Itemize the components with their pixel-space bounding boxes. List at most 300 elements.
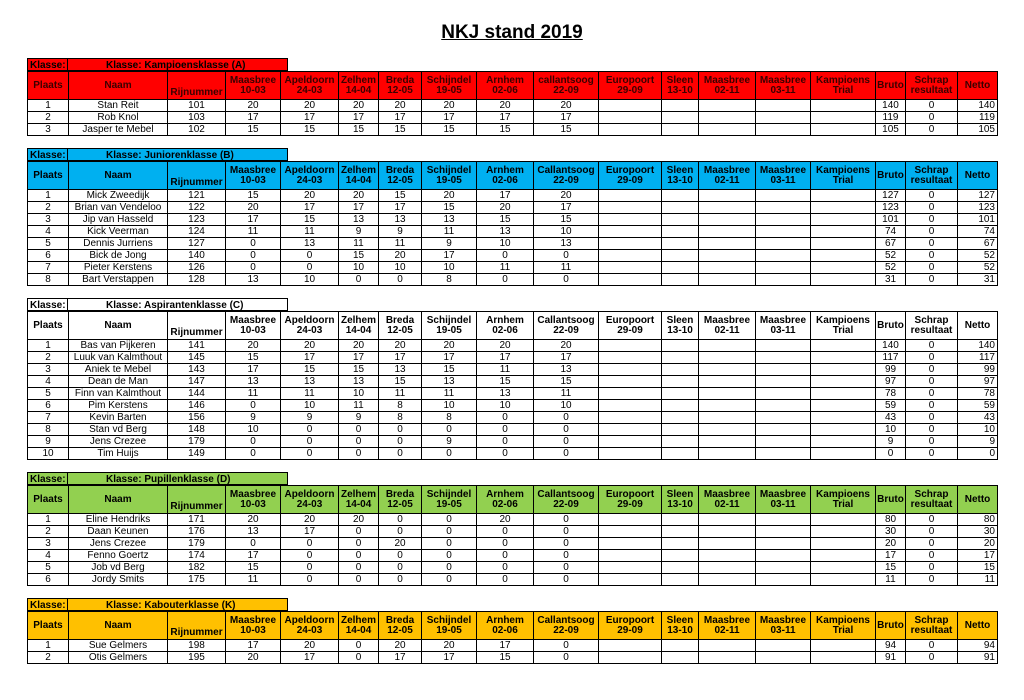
- header-race: [477, 162, 534, 190]
- race-date: 24-03: [296, 174, 323, 186]
- table-cell: [811, 214, 876, 226]
- table-cell: [662, 640, 699, 652]
- table-cell: [662, 412, 699, 424]
- rider-name: Pim Kerstens: [69, 400, 168, 412]
- table-cell: 91: [876, 652, 906, 664]
- class-label: [27, 598, 288, 611]
- table-cell: [811, 250, 876, 262]
- table-cell: [756, 226, 811, 238]
- table-cell: 8: [28, 274, 69, 286]
- table-cell: 198: [168, 640, 226, 652]
- table-cell: 74: [958, 226, 998, 238]
- table-cell: 0: [339, 574, 379, 586]
- table-cell: 0: [906, 436, 958, 448]
- table-row: [28, 262, 998, 274]
- rider-name: Otis Gelmers: [69, 652, 168, 664]
- table-cell: 0: [477, 562, 534, 574]
- table-cell: 0: [906, 574, 958, 586]
- race-name: Arnhem: [486, 614, 524, 626]
- race-name: Europoort: [605, 164, 655, 176]
- table-cell: 141: [168, 340, 226, 352]
- table-cell: 17: [339, 202, 379, 214]
- table-cell: [699, 400, 756, 412]
- table-cell: 17: [422, 250, 477, 262]
- table-cell: 9: [226, 412, 281, 424]
- table-row: [28, 274, 998, 286]
- table-cell: 0: [281, 550, 339, 562]
- table-cell: 78: [876, 388, 906, 400]
- race-date: 12-05: [387, 84, 413, 96]
- table-cell: 17: [226, 364, 281, 376]
- table-cell: [811, 538, 876, 550]
- table-cell: [811, 388, 876, 400]
- race-name: Maasbree: [759, 314, 807, 326]
- table-cell: 9: [958, 436, 998, 448]
- schrap-line: resultaat: [910, 624, 953, 636]
- table-cell: 94: [876, 640, 906, 652]
- table-row: [28, 640, 998, 652]
- rider-name: Stan vd Berg: [69, 424, 168, 436]
- table-cell: 9: [422, 238, 477, 250]
- table-cell: 2: [28, 202, 69, 214]
- race-date: 13-10: [667, 498, 693, 510]
- header-race: [534, 312, 599, 340]
- table-cell: 20: [477, 340, 534, 352]
- table-cell: [599, 190, 662, 202]
- table-cell: [699, 550, 756, 562]
- table-cell: 0: [226, 250, 281, 262]
- table-cell: 0: [379, 436, 422, 448]
- header-race: [422, 162, 477, 190]
- rider-name: Jordy Smits: [69, 574, 168, 586]
- table-cell: 0: [534, 448, 599, 460]
- table-cell: 0: [339, 640, 379, 652]
- table-cell: 20: [379, 340, 422, 352]
- race-name: Europoort: [605, 314, 655, 326]
- table-cell: 13: [379, 364, 422, 376]
- table-row: [28, 214, 998, 226]
- table-cell: 11: [477, 262, 534, 274]
- table-cell: 9: [422, 436, 477, 448]
- table-cell: 0: [379, 550, 422, 562]
- table-cell: 0: [226, 262, 281, 274]
- table-cell: 0: [534, 574, 599, 586]
- table-cell: [599, 364, 662, 376]
- table-cell: 15: [281, 124, 339, 136]
- table-cell: 140: [958, 340, 998, 352]
- table-cell: 15: [281, 214, 339, 226]
- table-cell: 97: [876, 376, 906, 388]
- header-bruto: Bruto: [876, 612, 906, 640]
- table-cell: 0: [339, 538, 379, 550]
- header-race: [226, 612, 281, 640]
- header-race: [534, 162, 599, 190]
- table-cell: [811, 376, 876, 388]
- race-date: 22-09: [553, 174, 579, 186]
- header-rijnummer: Rijnummer: [168, 312, 226, 340]
- header-race: [756, 72, 811, 100]
- table-cell: [599, 538, 662, 550]
- table-cell: 1: [28, 640, 69, 652]
- rider-name: Sue Gelmers: [69, 640, 168, 652]
- table-row: [28, 550, 998, 562]
- table-cell: [599, 388, 662, 400]
- table-cell: 13: [379, 214, 422, 226]
- table-cell: 140: [958, 100, 998, 112]
- rider-name: Jens Crezee: [69, 436, 168, 448]
- table-cell: 101: [168, 100, 226, 112]
- race-name: Schijndel: [426, 74, 472, 86]
- header-race: [339, 486, 379, 514]
- table-cell: [699, 340, 756, 352]
- table-cell: 8: [422, 412, 477, 424]
- table-cell: [756, 412, 811, 424]
- table-cell: 123: [168, 214, 226, 226]
- header-race: [811, 72, 876, 100]
- table-cell: 10: [422, 262, 477, 274]
- table-cell: 20: [876, 538, 906, 550]
- table-cell: 1: [28, 514, 69, 526]
- table-cell: 31: [876, 274, 906, 286]
- race-name: Maasbree: [229, 488, 277, 500]
- table-cell: 52: [876, 262, 906, 274]
- header-race: [811, 486, 876, 514]
- race-name: Callantsoog: [537, 614, 595, 626]
- table-cell: 17: [281, 202, 339, 214]
- table-cell: [599, 526, 662, 538]
- table-cell: [811, 448, 876, 460]
- table-cell: 11: [534, 262, 599, 274]
- header-naam: Naam: [69, 486, 168, 514]
- table-cell: 0: [339, 562, 379, 574]
- table-cell: [756, 190, 811, 202]
- table-cell: [662, 352, 699, 364]
- race-date: 24-03: [296, 498, 323, 510]
- table-cell: 1: [28, 340, 69, 352]
- race-date: 03-11: [770, 498, 796, 510]
- class-name: Klasse: Juniorenklasse (B): [68, 148, 288, 161]
- table-cell: 119: [958, 112, 998, 124]
- table-cell: [699, 526, 756, 538]
- table-cell: 10: [958, 424, 998, 436]
- race-name: Maasbree: [229, 314, 277, 326]
- race-name: Kampioens: [816, 164, 870, 176]
- table-cell: 20: [534, 190, 599, 202]
- table-cell: [599, 226, 662, 238]
- table-cell: 0: [906, 538, 958, 550]
- header-schrap: [906, 486, 958, 514]
- table-row: [28, 238, 998, 250]
- table-cell: [756, 124, 811, 136]
- table-cell: [599, 640, 662, 652]
- rider-name: Bart Verstappen: [69, 274, 168, 286]
- rider-name: Luuk van Kalmthout: [69, 352, 168, 364]
- table-cell: 0: [534, 436, 599, 448]
- rider-name: Tim Huijs: [69, 448, 168, 460]
- table-cell: 0: [906, 352, 958, 364]
- header-race: [662, 312, 699, 340]
- table-cell: 0: [379, 526, 422, 538]
- table-cell: 13: [281, 376, 339, 388]
- rider-name: Brian van Vendeloo: [69, 202, 168, 214]
- race-name: Apeldoorn: [284, 314, 335, 326]
- header-race: [599, 72, 662, 100]
- table-cell: 101: [958, 214, 998, 226]
- table-cell: 1: [28, 190, 69, 202]
- table-cell: 119: [876, 112, 906, 124]
- race-name: Arnhem: [486, 164, 524, 176]
- table-cell: 30: [876, 526, 906, 538]
- table-cell: 15: [477, 376, 534, 388]
- table-cell: [662, 226, 699, 238]
- table-cell: 15: [477, 652, 534, 664]
- table-cell: 5: [28, 388, 69, 400]
- table-cell: 20: [379, 640, 422, 652]
- table-cell: 11: [477, 364, 534, 376]
- table-cell: 0: [534, 274, 599, 286]
- table-cell: [599, 550, 662, 562]
- table-cell: [599, 448, 662, 460]
- table-cell: [811, 100, 876, 112]
- table-cell: 6: [28, 250, 69, 262]
- table-cell: 9: [281, 412, 339, 424]
- table-cell: 17: [281, 352, 339, 364]
- table-cell: 0: [906, 274, 958, 286]
- table-cell: 30: [958, 526, 998, 538]
- table-cell: 15: [477, 214, 534, 226]
- race-name: Maasbree: [703, 164, 751, 176]
- table-cell: [662, 514, 699, 526]
- class-key: Klasse:: [27, 598, 68, 611]
- header-naam: Naam: [69, 72, 168, 100]
- table-cell: 0: [906, 214, 958, 226]
- race-date: 24-03: [296, 84, 323, 96]
- table-cell: 15: [422, 364, 477, 376]
- table-cell: [811, 262, 876, 274]
- header-race: [599, 612, 662, 640]
- table-cell: [699, 238, 756, 250]
- table-cell: [699, 262, 756, 274]
- table-cell: [662, 190, 699, 202]
- table-cell: 0: [226, 238, 281, 250]
- table-cell: 10: [534, 400, 599, 412]
- race-date: 03-11: [770, 624, 796, 636]
- race-name: Sleen: [666, 74, 694, 86]
- table-cell: [662, 214, 699, 226]
- table-cell: 0: [379, 562, 422, 574]
- table-cell: 15: [379, 376, 422, 388]
- table-cell: 15: [339, 250, 379, 262]
- header-race: [756, 612, 811, 640]
- table-cell: 9: [339, 412, 379, 424]
- table-cell: 3: [28, 538, 69, 550]
- table-cell: [811, 400, 876, 412]
- race-name: Kampioens: [816, 74, 870, 86]
- table-cell: [699, 226, 756, 238]
- header-plaats: Plaats: [28, 72, 69, 100]
- race-date: 19-05: [436, 324, 462, 336]
- table-cell: 97: [958, 376, 998, 388]
- table-cell: 20: [422, 340, 477, 352]
- race-date: 02-11: [714, 84, 740, 96]
- table-cell: 15: [281, 364, 339, 376]
- standings-table: [27, 161, 998, 286]
- table-cell: 0: [339, 550, 379, 562]
- table-cell: [811, 190, 876, 202]
- table-cell: 0: [534, 640, 599, 652]
- header-row: [28, 312, 998, 340]
- table-cell: 17: [281, 652, 339, 664]
- table-cell: 149: [168, 448, 226, 460]
- header-plaats: Plaats: [28, 486, 69, 514]
- race-name: Maasbree: [703, 488, 751, 500]
- race-name: Zelhem: [340, 314, 376, 326]
- table-cell: 10: [477, 238, 534, 250]
- header-race: [599, 162, 662, 190]
- table-cell: [662, 526, 699, 538]
- class-section: [27, 472, 997, 586]
- class-name: Klasse: Kabouterklasse (K): [68, 598, 288, 611]
- table-cell: 7: [28, 262, 69, 274]
- table-row: [28, 100, 998, 112]
- race-date: 02-06: [492, 174, 518, 186]
- table-cell: 0: [906, 562, 958, 574]
- header-race: [422, 312, 477, 340]
- race-name: Schijndel: [426, 614, 472, 626]
- table-cell: 2: [28, 352, 69, 364]
- race-date: 02-06: [492, 624, 518, 636]
- class-section: [27, 58, 997, 136]
- race-name: Maasbree: [703, 614, 751, 626]
- table-cell: [699, 436, 756, 448]
- table-cell: 20: [226, 100, 281, 112]
- table-cell: [756, 340, 811, 352]
- header-rijnummer: Rijnummer: [168, 486, 226, 514]
- table-cell: 20: [339, 190, 379, 202]
- header-schrap: [906, 162, 958, 190]
- table-cell: 5: [28, 238, 69, 250]
- race-name: Maasbree: [229, 164, 277, 176]
- table-cell: 0: [226, 538, 281, 550]
- table-cell: [662, 400, 699, 412]
- table-cell: 0: [281, 574, 339, 586]
- table-cell: 11: [958, 574, 998, 586]
- table-cell: [662, 262, 699, 274]
- table-cell: 59: [958, 400, 998, 412]
- table-cell: [756, 448, 811, 460]
- table-cell: 0: [534, 514, 599, 526]
- table-cell: 17: [339, 352, 379, 364]
- table-cell: 15: [422, 124, 477, 136]
- table-cell: 0: [534, 538, 599, 550]
- table-cell: 91: [958, 652, 998, 664]
- header-race: [477, 312, 534, 340]
- table-cell: [811, 352, 876, 364]
- header-race: [379, 162, 422, 190]
- class-key: Klasse:: [27, 58, 68, 71]
- table-cell: [662, 124, 699, 136]
- race-date: 02-11: [714, 324, 740, 336]
- table-cell: [699, 352, 756, 364]
- table-cell: 20: [958, 538, 998, 550]
- header-plaats: Plaats: [28, 162, 69, 190]
- table-cell: 80: [958, 514, 998, 526]
- table-cell: 11: [226, 574, 281, 586]
- header-race: [662, 612, 699, 640]
- table-cell: 0: [379, 448, 422, 460]
- table-row: [28, 376, 998, 388]
- table-cell: 8: [422, 274, 477, 286]
- table-row: [28, 526, 998, 538]
- table-cell: [756, 202, 811, 214]
- table-cell: 11: [379, 238, 422, 250]
- table-cell: 0: [226, 448, 281, 460]
- table-cell: 3: [28, 124, 69, 136]
- table-cell: [756, 514, 811, 526]
- table-cell: [599, 214, 662, 226]
- race-date: 02-11: [714, 174, 740, 186]
- table-cell: 11: [281, 388, 339, 400]
- table-cell: 0: [534, 526, 599, 538]
- table-cell: [662, 388, 699, 400]
- race-date: 29-09: [617, 498, 643, 510]
- race-name: Europoort: [605, 488, 655, 500]
- rider-name: Bas van Pijkeren: [69, 340, 168, 352]
- race-name: Callantsoog: [537, 488, 595, 500]
- header-race: [756, 486, 811, 514]
- table-cell: 10: [339, 262, 379, 274]
- table-cell: 10: [422, 400, 477, 412]
- race-date: 29-09: [617, 624, 643, 636]
- table-cell: 2: [28, 526, 69, 538]
- race-date: 10-03: [240, 84, 266, 96]
- table-cell: 20: [477, 100, 534, 112]
- header-race: [226, 486, 281, 514]
- table-cell: 4: [28, 376, 69, 388]
- race-date: 14-04: [345, 624, 372, 636]
- header-naam: Naam: [69, 162, 168, 190]
- race-date: Trial: [832, 498, 854, 510]
- header-bruto: Bruto: [876, 312, 906, 340]
- table-cell: 146: [168, 400, 226, 412]
- table-cell: [811, 202, 876, 214]
- race-name: Callantsoog: [537, 314, 595, 326]
- table-cell: [699, 448, 756, 460]
- table-cell: 4: [28, 550, 69, 562]
- table-cell: 13: [226, 376, 281, 388]
- table-cell: [756, 550, 811, 562]
- header-race: [756, 312, 811, 340]
- table-cell: 17: [422, 352, 477, 364]
- header-race: [699, 312, 756, 340]
- schrap-line: Schrap: [914, 314, 949, 326]
- table-cell: 148: [168, 424, 226, 436]
- table-cell: 0: [477, 526, 534, 538]
- race-date: 02-06: [492, 84, 518, 96]
- standings-table: [27, 71, 998, 136]
- header-race: [281, 486, 339, 514]
- race-name: Sleen: [666, 488, 694, 500]
- table-cell: 0: [906, 448, 958, 460]
- table-cell: 182: [168, 562, 226, 574]
- table-cell: 0: [906, 550, 958, 562]
- table-row: [28, 124, 998, 136]
- table-cell: 0: [422, 550, 477, 562]
- table-cell: 0: [422, 574, 477, 586]
- class-name: Klasse: Aspirantenklasse (C): [68, 298, 288, 311]
- race-name: Maasbree: [759, 614, 807, 626]
- table-cell: 11: [281, 226, 339, 238]
